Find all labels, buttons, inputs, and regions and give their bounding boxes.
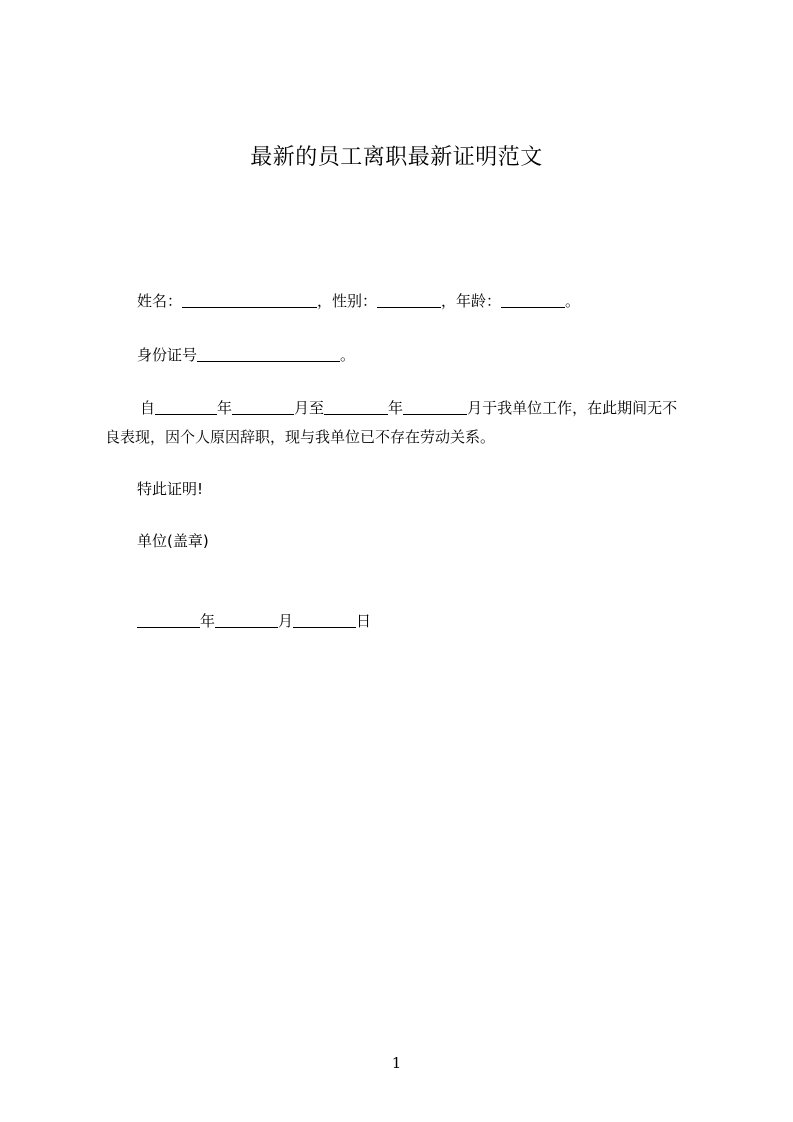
- employment-statement-line: 良表现，因个人原因辞职，现与我单位已不存在劳动关系。: [105, 428, 496, 446]
- date-month-word: 月: [278, 612, 294, 630]
- employment-period-line: [140, 394, 677, 422]
- end-year-word: 年: [388, 399, 404, 417]
- certify-line: 特此证明!: [137, 480, 204, 498]
- end-year-blank: [324, 398, 388, 415]
- start-year-word: 年: [217, 399, 233, 417]
- date-month-blank: [215, 611, 278, 628]
- work-text: 月于我单位工作，在此期间无不: [467, 399, 678, 417]
- id-label: 身份证号: [137, 346, 198, 364]
- document-title: 最新的员工离职最新证明范文: [250, 145, 543, 170]
- date-day-blank: [293, 611, 356, 628]
- name-label: 姓名：: [137, 292, 183, 310]
- date-year-blank: [137, 611, 200, 628]
- month-to: 月至: [294, 399, 325, 417]
- date-day-word: 日: [356, 612, 372, 630]
- date-line: [137, 607, 371, 635]
- age-label: ，年龄：: [441, 292, 502, 310]
- unit-seal-line: 单位(盖章): [137, 532, 209, 550]
- id-blank: [197, 345, 340, 362]
- gender-blank: [377, 291, 441, 308]
- name-blank: [182, 291, 317, 308]
- work-from: 自: [140, 399, 156, 417]
- start-year-blank: [155, 398, 217, 415]
- start-month-blank: [232, 398, 294, 415]
- line2-end: 。: [340, 346, 356, 364]
- name-gender-age-line: [137, 287, 580, 315]
- date-year-word: 年: [200, 612, 216, 630]
- line1-end: 。: [565, 292, 581, 310]
- end-month-blank: [403, 398, 467, 415]
- page-number: 1: [391, 1054, 402, 1072]
- age-blank: [501, 291, 565, 308]
- gender-label: ，性别：: [317, 292, 378, 310]
- id-number-line: [137, 341, 355, 369]
